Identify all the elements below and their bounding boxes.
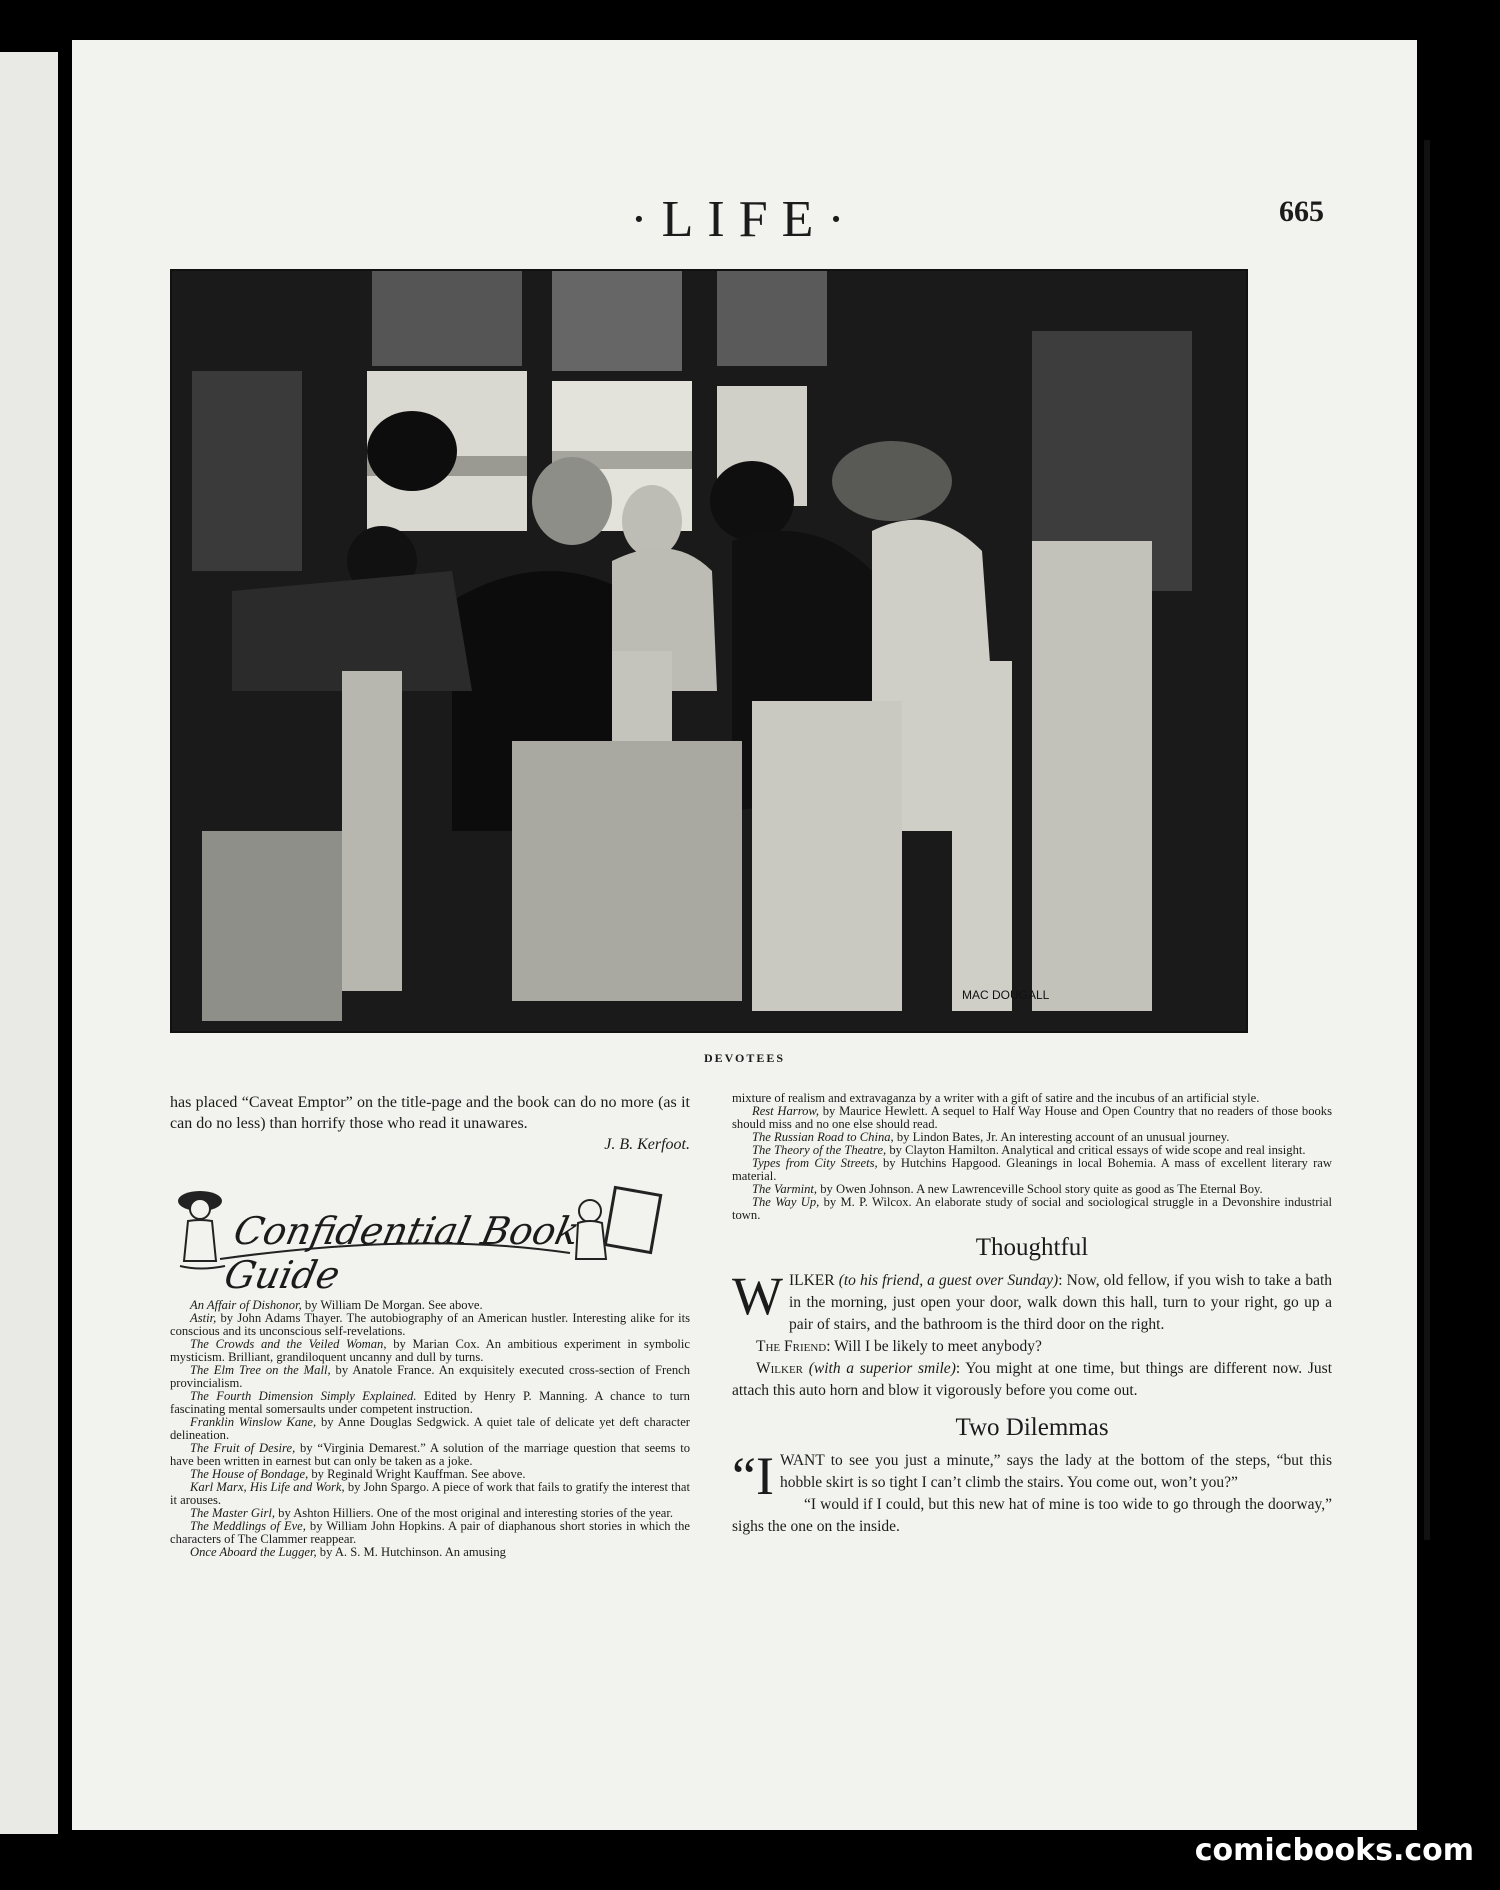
guide-entry: The Fruit of Desire, by “Virginia Demarest.” A solution of the marriage question that seems to have been written in earnest but can only be taken as a joke. (170, 1441, 690, 1468)
thoughtful-heading: Thoughtful (975, 1234, 1089, 1261)
guide-entry: Karl Marx, His Life and Work, by John Spargo. A piece of work that fails to gratify the interest that it arouses. (170, 1480, 690, 1507)
binding-rule (1424, 140, 1430, 1540)
book-guide-list-right (732, 1092, 1332, 1222)
guide-entry: An Affair of Dishonor, by William De Morgan. See above. (190, 1298, 483, 1312)
illustration-caption: DEVOTEES (703, 1051, 786, 1065)
magazine-page (72, 40, 1417, 1830)
guide-entry: The Elm Tree on the Mall, by Anatole France. An exquisitely executed cross-section of French provincialism. (170, 1363, 690, 1390)
left-column (170, 1092, 690, 1559)
guide-entry: The Way Up, by M. P. Wilcox. An elaborate study of social and sociological struggle in a Devonshire industrial town. (732, 1195, 1332, 1222)
drop-cap: “I (732, 1446, 774, 1506)
guide-entry: Franklin Winslow Kane, by Anne Douglas Sedgwick. A quiet tale of delicate yet deft character delineation. (170, 1415, 690, 1442)
site-watermark: comicbooks.com (1194, 1833, 1474, 1868)
page-number: 665 (1279, 195, 1324, 228)
guide-entry: The Varmint, by Owen Johnson. A new Lawrenceville School story quite as good as The Eternal Boy. (752, 1182, 1263, 1196)
girl-reader-icon (178, 1191, 225, 1269)
guide-entry: Types from City Streets, by Hutchins Hapgood. Gleanings in local Bohemia. A mass of excellent literary raw material. (732, 1156, 1332, 1183)
guide-entry: The Meddlings of Eve, by William John Hopkins. A pair of diaphanous short stories in which the characters of The Clammer reappear. (170, 1519, 691, 1546)
book-guide-title: Confidential Book Guide (220, 1209, 584, 1297)
thoughtful-paragraph-2: The Friend: Will I be likely to meet anybody? (756, 1338, 1042, 1355)
previous-page-edge (0, 52, 58, 1834)
book-guide-banner (170, 1171, 690, 1297)
two-dilemmas-heading: Two Dilemmas (955, 1414, 1109, 1441)
guide-entry: mixture of realism and extravaganza by a writer with a gift of satire and the incubus of an artificial style. (732, 1091, 1260, 1105)
guide-entry: Rest Harrow, by Maurice Hewlett. A sequel to Half Way House and Open Country that no readers of those books should miss and no one else should read. (732, 1104, 1333, 1131)
devotees-illustration (170, 269, 1248, 1033)
review-closing-text: has placed “Caveat Emptor” on the title-page and the book can do no more (as it can do no less) than horrify those who read it unawares. (170, 1094, 690, 1132)
guide-entry: The Fourth Dimension Simply Explained. Edited by Henry P. Manning. A chance to turn fascinating mental somersaults under competent instruction. (170, 1389, 690, 1416)
book-guide-list-left (170, 1299, 690, 1559)
guide-entry: The Theory of the Theatre, by Clayton Hamilton. Analytical and critical essays of wide scope and real insight. (752, 1143, 1306, 1157)
masthead-title: ·LIFE· (630, 191, 859, 248)
guide-entry: Astir, by John Adams Thayer. The autobiography of an American hustler. Interesting alike for its conscious and its unconscious self-revelations. (170, 1311, 690, 1338)
review-signature: J. B. Kerfoot. (604, 1136, 690, 1153)
guide-entry: The Crowds and the Veiled Woman, by Marian Cox. An ambitious experiment in symbolic mysticism. Brilliant, grandiloquent uncanny and dull by turns. (170, 1337, 690, 1364)
right-column (732, 1092, 1332, 1538)
guide-entry: The Russian Road to China, by Lindon Bates, Jr. An interesting account of an unusual journey. (752, 1130, 1230, 1144)
guide-entry: Once Aboard the Lugger, by A. S. M. Hutchinson. An amusing (190, 1545, 506, 1559)
drop-cap: W (732, 1266, 783, 1326)
dilemmas-paragraph-2: “I would if I could, but this new hat of mine is too wide to go through the doorway,” sighs the one on the inside. (732, 1496, 1332, 1535)
illustration-signature: MAC DOUGALL (962, 988, 1050, 1002)
guide-entry: The House of Bondage, by Reginald Wright Kauffman. See above. (190, 1467, 526, 1481)
guide-entry: The Master Girl, by Ashton Hilliers. One of the most original and interesting stories of the year. (190, 1506, 674, 1520)
thoughtful-paragraph-1: WILKER (to his friend, a guest over Sunday): Now, old fellow, if you wish to take a bath in the morning, just open your door, walk down this hall, turn to your right, go up a pair of stairs, and the bathroom is the third door on the right. (732, 1266, 1333, 1333)
dilemmas-paragraph-1: “IWANT to see you just a minute,” says the lady at the bottom of the steps, “but this hobble skirt is so tight I can’t climb the stairs. You come out, won’t you?” (732, 1446, 1332, 1506)
thoughtful-paragraph-3: Wilker (with a superior smile): You might at one time, but things are different now. Just attach this auto horn and blow it vigorously before you come out. (732, 1360, 1332, 1399)
